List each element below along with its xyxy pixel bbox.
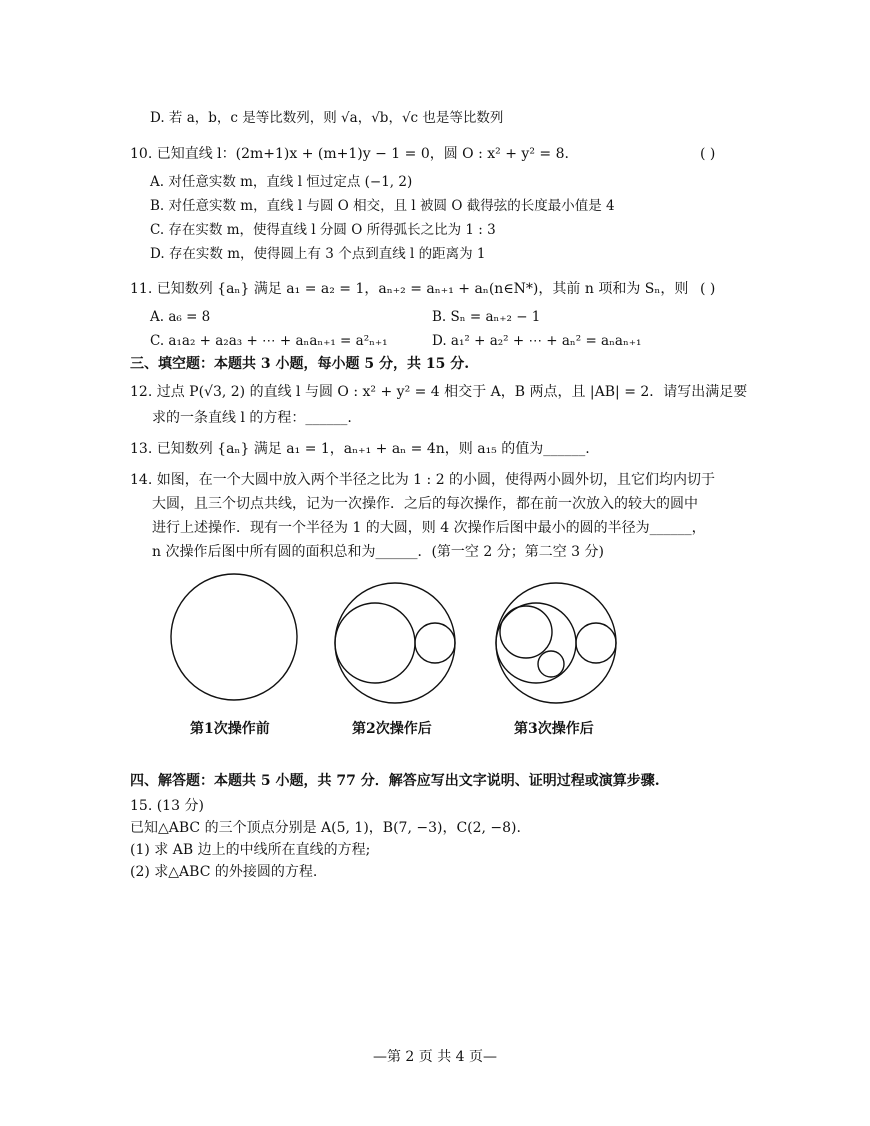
panel-1-big-circle xyxy=(171,574,297,700)
q11-option-a: A. a₆ = 8 xyxy=(150,309,211,325)
q13-stem: 13. 已知数列 {aₙ} 满足 a₁ = 1，aₙ₊₁ + aₙ = 4n，则 a₁₅ 的值为______. xyxy=(130,441,590,457)
q11-option-d: D. a₁² + a₂² + ⋯ + aₙ² = aₙaₙ₊₁ xyxy=(432,333,642,349)
panel-3-big-circle xyxy=(496,583,616,703)
q10-option-d: D. 存在实数 m，使得圆上有 3 个点到直线 l 的距离为 1 xyxy=(150,246,486,262)
panel-3-small-inner-circle xyxy=(576,623,616,663)
q12-line-2: 求的一条直线 l 的方程：______. xyxy=(152,410,352,426)
q10-option-b: B. 对任意实数 m，直线 l 与圆 O 相交，且 l 被圆 O 截得弦的长度最小值是 4 xyxy=(150,198,615,214)
q10-answer-paren: ( ) xyxy=(700,146,716,162)
q14-line-4: n 次操作后图中所有圆的面积总和为______．(第一空 2 分；第二空 3 分) xyxy=(152,544,605,560)
q15-part-2: (2) 求△ABC 的外接圆的方程. xyxy=(130,864,318,880)
panel-3-tiny-circle-a xyxy=(500,606,552,658)
q14-line-3: 进行上述操作．现有一个半径为 1 的大圆，则 4 次操作后图中最小的圆的半径为______， xyxy=(152,520,706,536)
caption-operation-2: 第2次操作后 xyxy=(352,721,432,737)
q14-line-2: 大圆，且三个切点共线，记为一次操作．之后的每次操作，都在前一次放入的较大的圆中 xyxy=(152,496,698,512)
panel-2-big-circle xyxy=(335,583,455,703)
q10-option-a: A. 对任意实数 m，直线 l 恒过定点 (−1, 2) xyxy=(150,174,413,190)
page-footer: —第 2 页 共 4 页— xyxy=(372,1049,498,1065)
panel-3-large-inner-circle xyxy=(496,603,576,683)
q11-option-c: C. a₁a₂ + a₂a₃ + ⋯ + aₙaₙ₊₁ = a²ₙ₊₁ xyxy=(150,333,388,349)
caption-operation-0: 第1次操作前 xyxy=(190,721,270,737)
q10-option-c: C. 存在实数 m，使得直线 l 分圆 O 所得弧长之比为 1 : 3 xyxy=(150,222,496,238)
q15-stem: 已知△ABC 的三个顶点分别是 A(5, 1)，B(7, −3)，C(2, −8). xyxy=(130,820,521,836)
panel-3-tiny-circle-b xyxy=(538,651,564,677)
q15-head: 15. (13 分) xyxy=(130,798,204,814)
q9-option-d: D. 若 a，b，c 是等比数列，则 √a，√b，√c 也是等比数列 xyxy=(150,110,504,126)
section-4-title: 四、解答题：本题共 5 小题，共 77 分．解答应写出文字说明、证明过程或演算步骤. xyxy=(130,773,660,789)
q14-line-1: 14. 如图，在一个大圆中放入两个半径之比为 1 : 2 的小圆，使得两小圆外切，且它们均内切于 xyxy=(130,472,716,488)
q12-line-1: 12. 过点 P(√3, 2) 的直线 l 与圆 O : x² + y² = 4 相交于 A，B 两点，且 |AB| = 2．请写出满足要 xyxy=(130,384,748,400)
panel-2-large-inner-circle xyxy=(335,603,415,683)
section-3-title: 三、填空题：本题共 3 小题，每小题 5 分，共 15 分. xyxy=(130,356,470,372)
q10-stem: 10. 已知直线 l：(2m+1)x + (m+1)y − 1 = 0，圆 O : x² + y² = 8. xyxy=(130,146,569,162)
q11-answer-paren: ( ) xyxy=(700,281,716,297)
q11-option-b: B. Sₙ = aₙ₊₂ − 1 xyxy=(432,309,541,325)
caption-operation-3: 第3次操作后 xyxy=(514,721,594,737)
q11-stem: 11. 已知数列 {aₙ} 满足 a₁ = a₂ = 1，aₙ₊₂ = aₙ₊₁ + aₙ(n∈N*)，其前 n 项和为 Sₙ，则 xyxy=(130,281,689,297)
q15-part-1: (1) 求 AB 边上的中线所在直线的方程; xyxy=(130,842,371,858)
panel-2-small-inner-circle xyxy=(415,623,455,663)
